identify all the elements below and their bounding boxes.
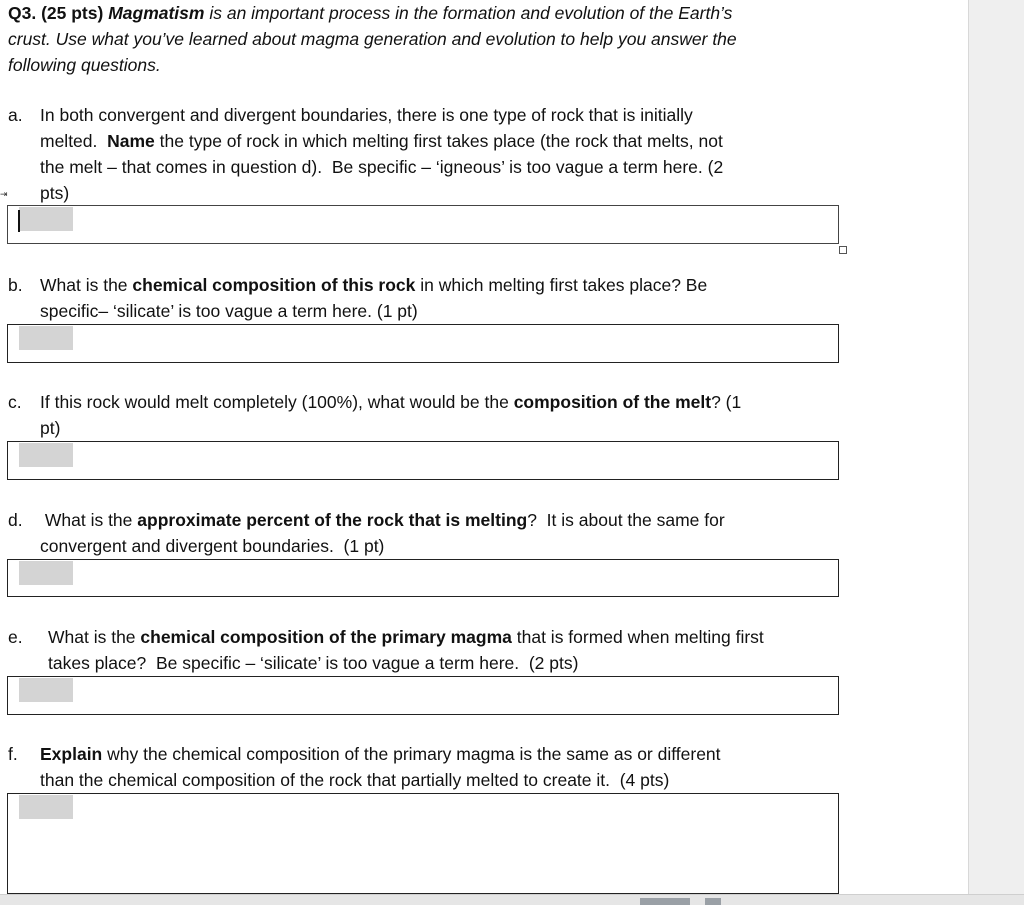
bottom-scrollbar[interactable] — [0, 894, 1024, 905]
question-line — [40, 767, 721, 793]
question-line — [40, 102, 723, 128]
question-line — [40, 389, 741, 415]
emphasis-text: Explain — [40, 744, 103, 764]
title-line1: is an important process in the formation and evolution of the Earth’s — [209, 3, 733, 23]
question-line — [48, 650, 764, 676]
answer-field-f[interactable] — [19, 795, 73, 819]
question-line — [40, 154, 723, 180]
question-line — [40, 298, 707, 324]
text-cursor — [18, 210, 20, 232]
question-e-text — [48, 624, 764, 676]
emphasis-text: approximate percent of the rock that is melting — [137, 510, 528, 530]
answer-box-d[interactable] — [7, 559, 839, 597]
title-label: Q3. (25 pts) — [8, 3, 104, 23]
answer-box-c[interactable] — [7, 441, 839, 480]
question-a-text — [40, 102, 723, 206]
right-gutter — [968, 0, 1024, 904]
title-keyword: Magmatism — [108, 3, 205, 23]
line-text: What is the — [48, 627, 141, 647]
answer-box-a[interactable] — [7, 205, 839, 244]
question-line — [40, 741, 721, 767]
question-b-text — [40, 272, 707, 324]
line-text: than the chemical composition of the rock that partially melted to create it. (4 pts) — [40, 770, 670, 790]
line-text: In both convergent and divergent boundaries, there is one type of rock that is initially — [40, 105, 693, 125]
question-line — [40, 533, 725, 559]
answer-field-a[interactable] — [19, 207, 73, 231]
question-d-text — [40, 507, 725, 559]
line-text: the melt – that comes in question d). Be specific – ‘igneous’ is too vague a term here. (2 — [40, 157, 724, 177]
line-text: takes place? Be specific – ‘silicate’ is too vague a term here. (2 pts) — [48, 653, 579, 673]
line-text: ? It is about the same for — [527, 510, 725, 530]
line-text: in which melting first takes place? Be — [415, 275, 708, 295]
question-title — [8, 0, 858, 78]
question-line — [48, 624, 764, 650]
emphasis-text: chemical composition of this rock — [132, 275, 416, 295]
question-a-letter: a. — [8, 105, 23, 125]
answer-box-e[interactable] — [7, 676, 839, 715]
line-text: pts) — [40, 183, 70, 203]
question-line — [40, 415, 741, 441]
answer-field-d[interactable] — [19, 561, 73, 585]
line-text: ? (1 — [711, 392, 742, 412]
title-line3: following questions. — [8, 55, 161, 75]
answer-box-b[interactable] — [7, 324, 839, 363]
question-f-letter: f. — [8, 744, 18, 764]
question-f-text — [40, 741, 721, 793]
line-text: If this rock would melt completely (100%), what would be the — [40, 392, 514, 412]
question-c-letter: c. — [8, 392, 22, 412]
question-c-text — [40, 389, 741, 441]
line-text: melted. — [40, 131, 108, 151]
title-line2: crust. Use what you’ve learned about magma generation and evolution to help you answer the — [8, 29, 737, 49]
question-d-letter: d. — [8, 510, 23, 530]
answer-field-c[interactable] — [19, 443, 73, 467]
question-line — [40, 272, 707, 298]
question-line — [40, 128, 723, 154]
answer-box-f[interactable] — [7, 793, 839, 894]
question-b-letter: b. — [8, 275, 23, 295]
line-text: convergent and divergent boundaries. (1 pt) — [40, 536, 385, 556]
anchor-icon: ⇥ — [0, 189, 8, 199]
question-e-letter: e. — [8, 627, 23, 647]
line-text: that is formed when melting first — [511, 627, 764, 647]
emphasis-text: composition of the melt — [513, 392, 712, 412]
line-text: why the chemical composition of the primary magma is the same as or different — [102, 744, 721, 764]
emphasis-text: chemical composition of the primary magma — [140, 627, 512, 647]
line-text: What is the — [40, 275, 133, 295]
question-line — [40, 180, 723, 206]
question-line — [40, 507, 725, 533]
answer-field-b[interactable] — [19, 326, 73, 350]
line-text: pt) — [40, 418, 61, 438]
line-text: specific– ‘silicate’ is too vague a term here. (1 pt) — [40, 301, 418, 321]
emphasis-text: Name — [107, 131, 155, 151]
line-text: What is the — [40, 510, 138, 530]
answer-field-e[interactable] — [19, 678, 73, 702]
line-text: the type of rock in which melting first takes place (the rock that melts, not — [154, 131, 723, 151]
resize-handle[interactable] — [839, 246, 847, 254]
